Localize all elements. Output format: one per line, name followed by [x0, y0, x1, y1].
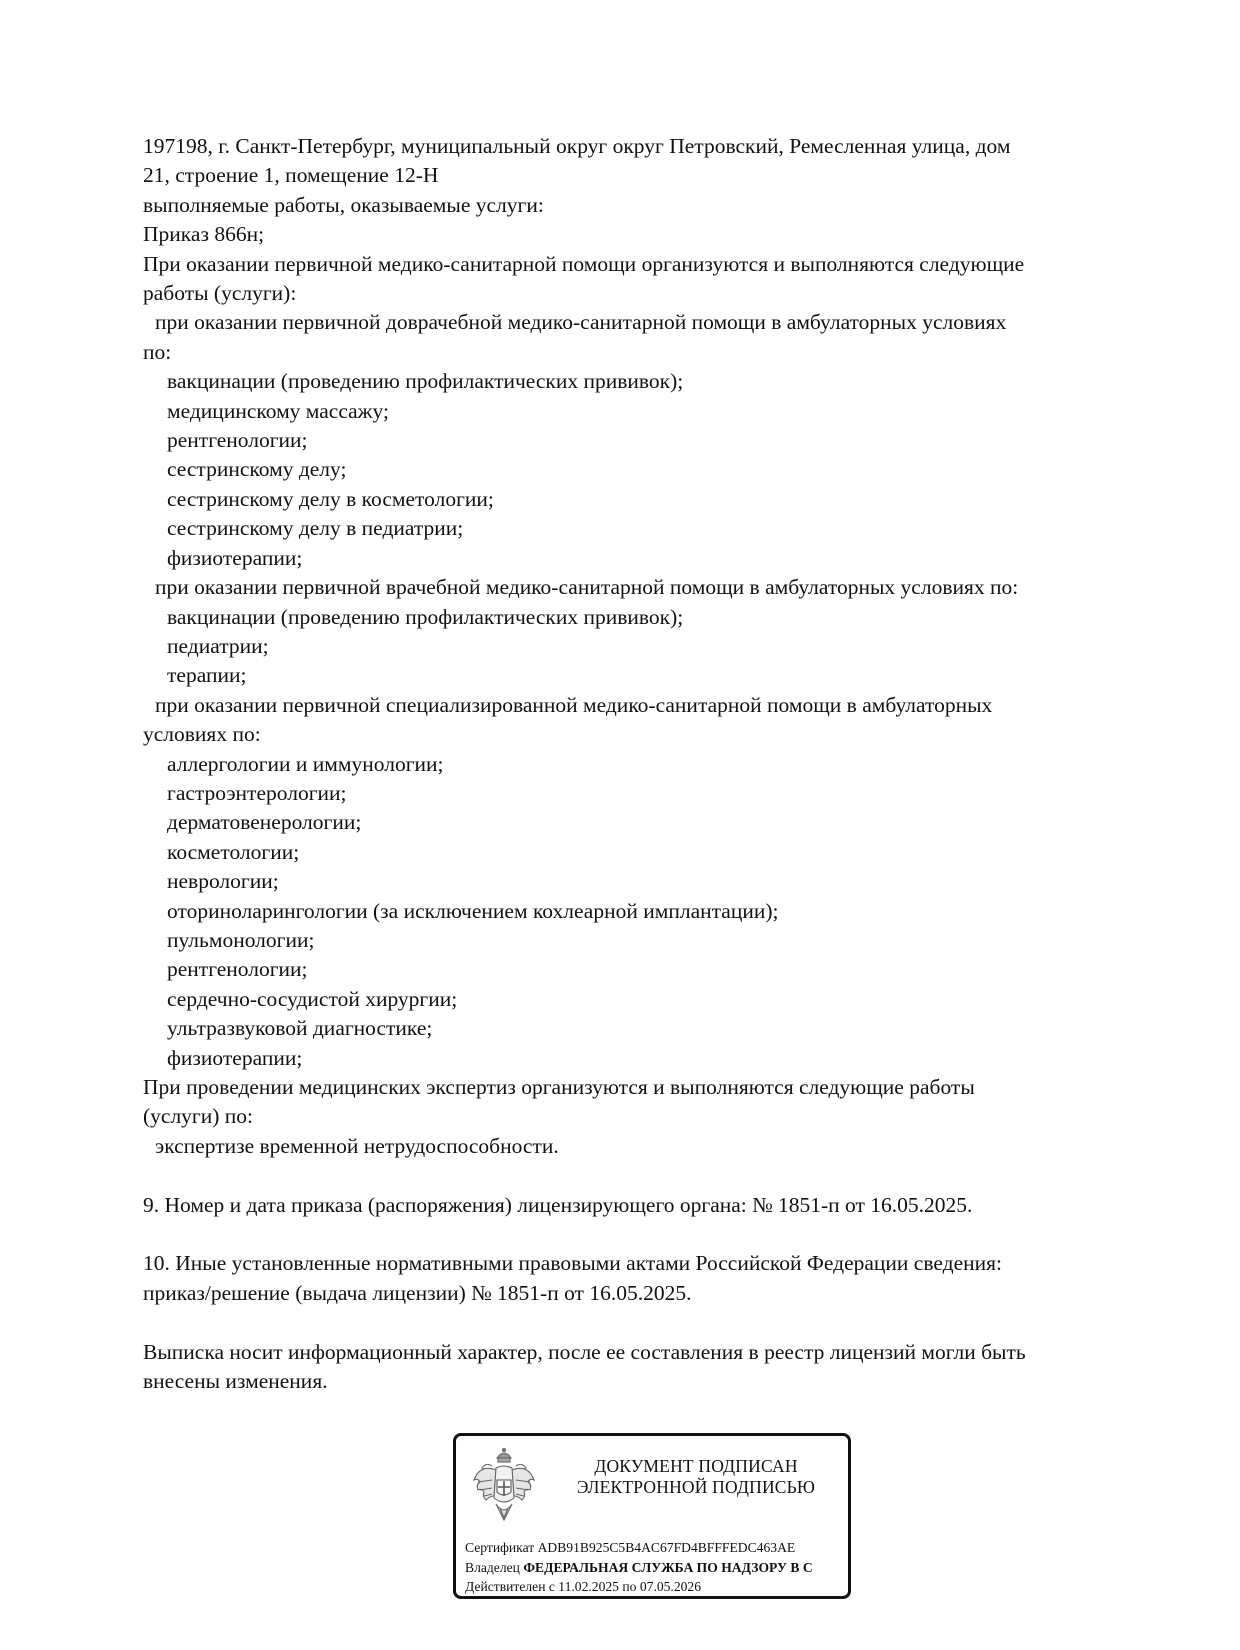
certificate-row — [465, 1538, 813, 1558]
section-10-other-info-2: приказ/решение (выдача лицензии) № 1851-п от 16.05.2025. — [143, 1280, 692, 1305]
service-list-item: гастроэнтерологии; — [167, 780, 347, 805]
prehospital-care-heading-2: по: — [143, 339, 172, 364]
service-list-item: физиотерапии; — [167, 545, 303, 570]
service-list-item: педиатрии; — [167, 633, 269, 658]
works-services-label: выполняемые работы, оказываемые услуги: — [143, 192, 544, 217]
service-list-item: ультразвуковой диагностике; — [167, 1016, 433, 1041]
service-list-item: сестринскому делу в педиатрии; — [167, 516, 464, 541]
electronic-signature-stamp — [453, 1433, 851, 1599]
section-9-order-number: 9. Номер и дата приказа (распоряжения) лицензирующего органа: № 1851-п от 16.05.2025. — [143, 1192, 973, 1217]
service-list-item: сестринскому делу; — [167, 457, 347, 482]
certificate-label: Сертификат — [465, 1540, 535, 1555]
primary-care-heading-1: При оказании первичной медико-санитарной помощи организуются и выполняются следующие — [143, 251, 1025, 276]
service-list-item: сердечно-сосудистой хирургии; — [167, 986, 458, 1011]
service-list-item: сестринскому делу в косметологии; — [167, 486, 494, 511]
validity-period: Действителен с 11.02.2025 по 07.05.2026 — [465, 1579, 702, 1594]
service-list-item: оториноларингологии (за исключением кохлеарной имплантации); — [167, 898, 779, 923]
service-list-item: экспертизе временной нетрудоспособности. — [155, 1133, 559, 1158]
service-list-item: вакцинации (проведению профилактических прививок); — [167, 369, 684, 394]
russian-coat-of-arms-icon — [470, 1446, 538, 1524]
primary-care-heading-2: работы (услуги): — [143, 281, 297, 306]
certificate-value: ADB91B925C5B4AC67FD4BFFFEDC463AE — [537, 1540, 796, 1555]
expertise-heading-1: При проведении медицинских экспертиз организуются и выполняются следующие работы — [143, 1075, 975, 1099]
specialized-care-heading-1: при оказании первичной специализированной медико-санитарной помощи в амбулаторных — [155, 692, 993, 717]
service-list-item: рентгенологии; — [167, 428, 308, 453]
document-body — [143, 132, 1143, 1396]
service-list-item: аллергологии и иммунологии; — [167, 751, 444, 776]
signature-title — [551, 1456, 841, 1498]
section-10-other-info-1: 10. Иные установленные нормативными правовыми актами Российской Федерации сведения: — [143, 1251, 1002, 1276]
service-list-item: медицинскому массажу; — [167, 398, 389, 423]
signature-title-line-2: ЭЛЕКТРОННОЙ ПОДПИСЬЮ — [576, 1477, 816, 1497]
address-line-2: 21, строение 1, помещение 12-Н — [143, 163, 439, 188]
service-list-item: пульмонологии; — [167, 927, 315, 952]
service-list-item: неврологии; — [167, 869, 279, 894]
service-list-item: вакцинации (проведению профилактических прививок); — [167, 604, 684, 629]
address-line-1: 197198, г. Санкт-Петербург, муниципальный округ округ Петровский, Ремесленная улица, дом — [143, 134, 1011, 158]
spacer — [143, 1308, 1143, 1337]
service-list-item: рентгенологии; — [167, 957, 308, 982]
owner-row — [465, 1558, 813, 1578]
signature-title-line-1: ДОКУМЕНТ ПОДПИСАН — [594, 1456, 798, 1476]
prehospital-care-heading-1: при оказании первичной доврачебной медико-санитарной помощи в амбулаторных условиях — [155, 310, 1007, 335]
service-list-item: косметологии; — [167, 839, 300, 864]
service-list-item: физиотерапии; — [167, 1045, 303, 1070]
specialized-care-heading-2: условиях по: — [143, 722, 261, 747]
spacer — [143, 1220, 1143, 1249]
service-list-item: дерматовенерологии; — [167, 810, 362, 835]
signature-details — [465, 1538, 813, 1597]
disclaimer-line-2: внесены изменения. — [143, 1369, 328, 1394]
expertise-heading-2: (услуги) по: — [143, 1104, 254, 1129]
service-list-item: терапии; — [167, 663, 247, 688]
order-reference: Приказ 866н; — [143, 222, 265, 247]
disclaimer-line-1: Выписка носит информационный характер, после ее составления в реестр лицензий могли быть — [143, 1339, 1026, 1364]
owner-value: ФЕДЕРАЛЬНАЯ СЛУЖБА ПО НАДЗОРУ В С — [523, 1559, 813, 1575]
physician-care-heading: при оказании первичной врачебной медико-санитарной помощи в амбулаторных условиях по: — [155, 575, 1019, 600]
owner-label: Владелец — [465, 1559, 520, 1575]
spacer — [143, 1161, 1143, 1190]
